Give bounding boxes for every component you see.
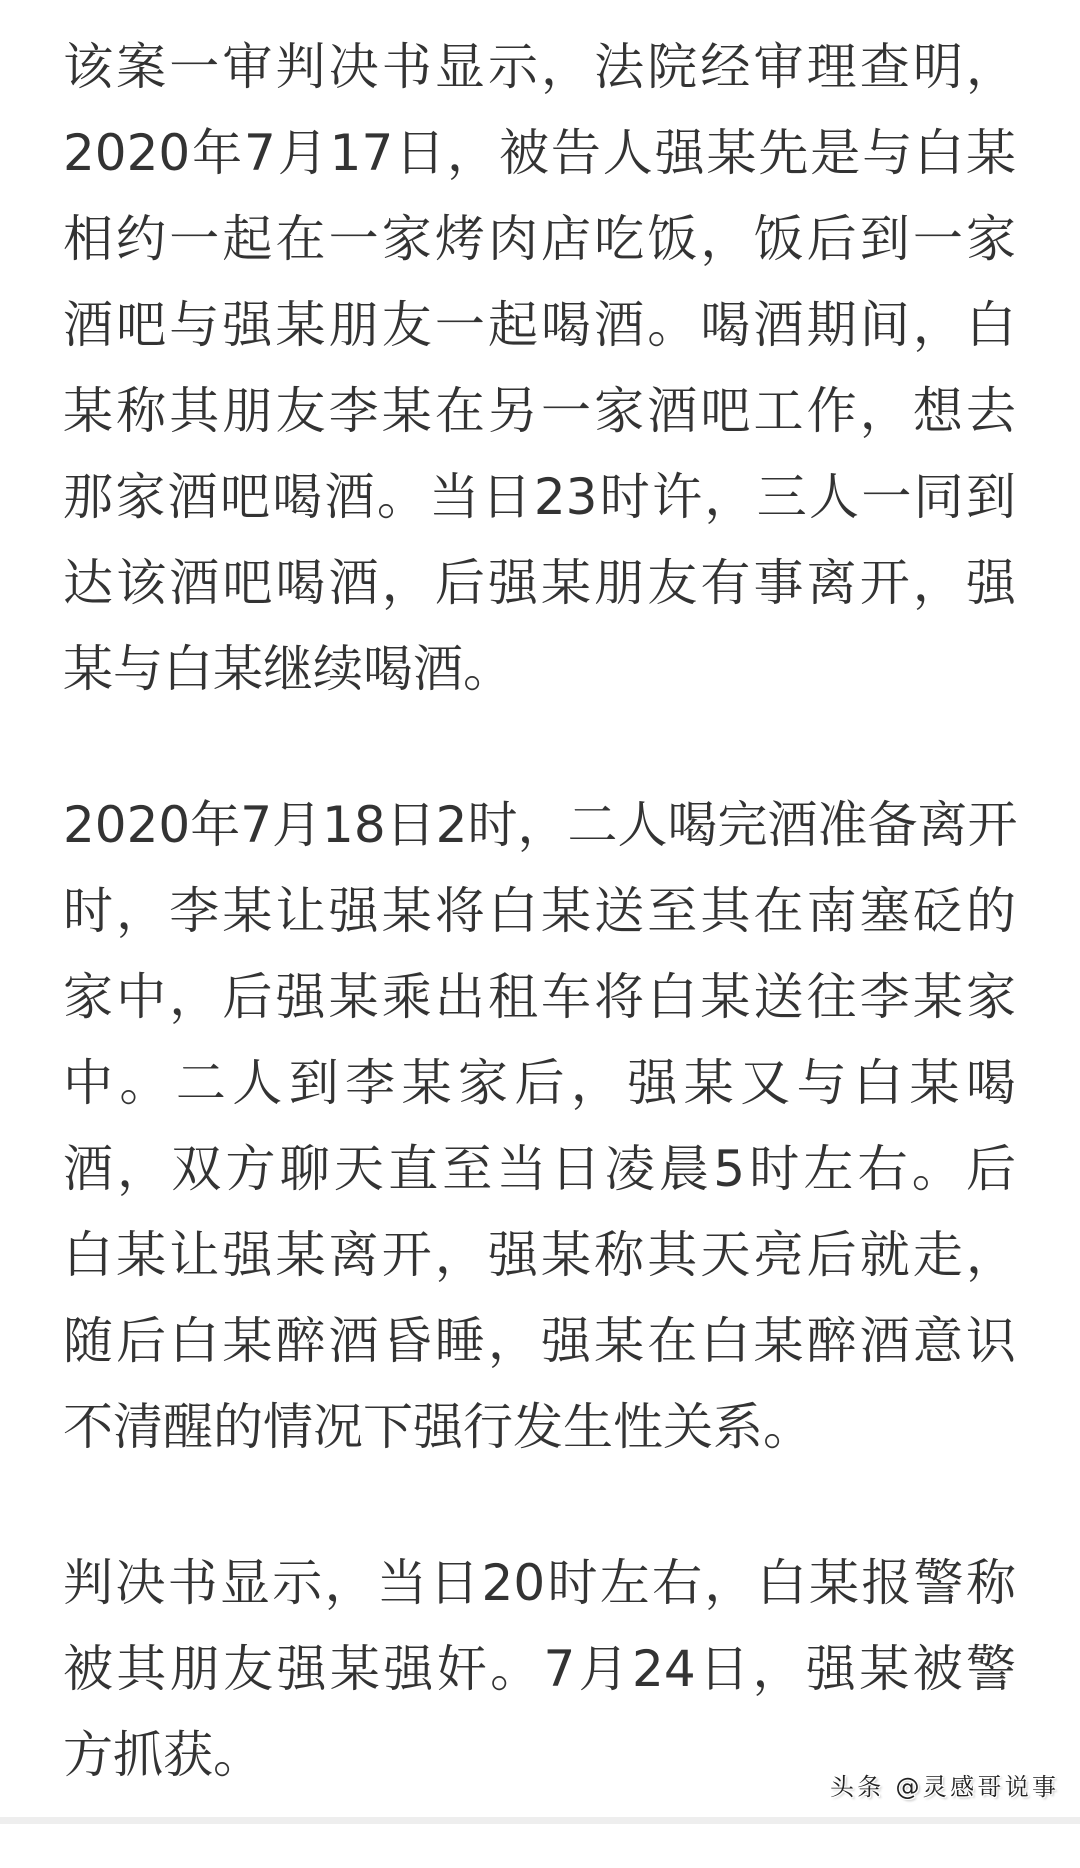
text-line: 2020年7月18日2时，二人喝完酒准备离开 (63, 796, 1018, 854)
article-body (63, 24, 1016, 1868)
text-line: 该案一审判决书显示，法院经审理查明， (63, 38, 1016, 96)
text-line: 某称其朋友李某在另一家酒吧工作，想去 (63, 382, 1016, 440)
text-line: 判决书显示，当日20时左右，白某报警称 (63, 1554, 1016, 1612)
paragraph-2 (63, 782, 1016, 1470)
bottom-divider (0, 1817, 1080, 1824)
paragraph-1 (63, 24, 1016, 712)
text-line: 白某让强某离开，强某称其天亮后就走， (63, 1226, 1016, 1284)
text-line: 酒，双方聊天直至当日凌晨5时左右。后 (63, 1140, 1016, 1198)
text-line: 家中，后强某乘出租车将白某送往李某家 (63, 968, 1016, 1026)
text-line: 不清醒的情况下强行发生性关系。 (63, 1398, 813, 1456)
source-watermark: 头条 @灵感哥说事 (830, 1773, 1056, 1801)
text-line: 中。二人到李某家后，强某又与白某喝 (63, 1054, 1016, 1112)
text-line: 相约一起在一家烤肉店吃饭，饭后到一家 (63, 210, 1016, 268)
text-line: 某与白某继续喝酒。 (63, 640, 513, 698)
text-line: 那家酒吧喝酒。当日23时许，三人一同到 (63, 468, 1016, 526)
text-line: 随后白某醉酒昏睡，强某在白某醉酒意识 (63, 1312, 1016, 1370)
text-line: 时，李某让强某将白某送至其在南塞砭的 (63, 882, 1016, 940)
text-line: 方抓获。 (63, 1726, 263, 1784)
text-line: 达该酒吧喝酒，后强某朋友有事离开，强 (63, 554, 1016, 612)
text-line: 2020年7月17日，被告人强某先是与白某 (63, 124, 1016, 182)
text-line: 酒吧与强某朋友一起喝酒。喝酒期间，白 (63, 296, 1016, 354)
text-line: 被其朋友强某强奸。7月24日，强某被警 (63, 1640, 1016, 1698)
paragraph-3 (63, 1540, 1016, 1798)
